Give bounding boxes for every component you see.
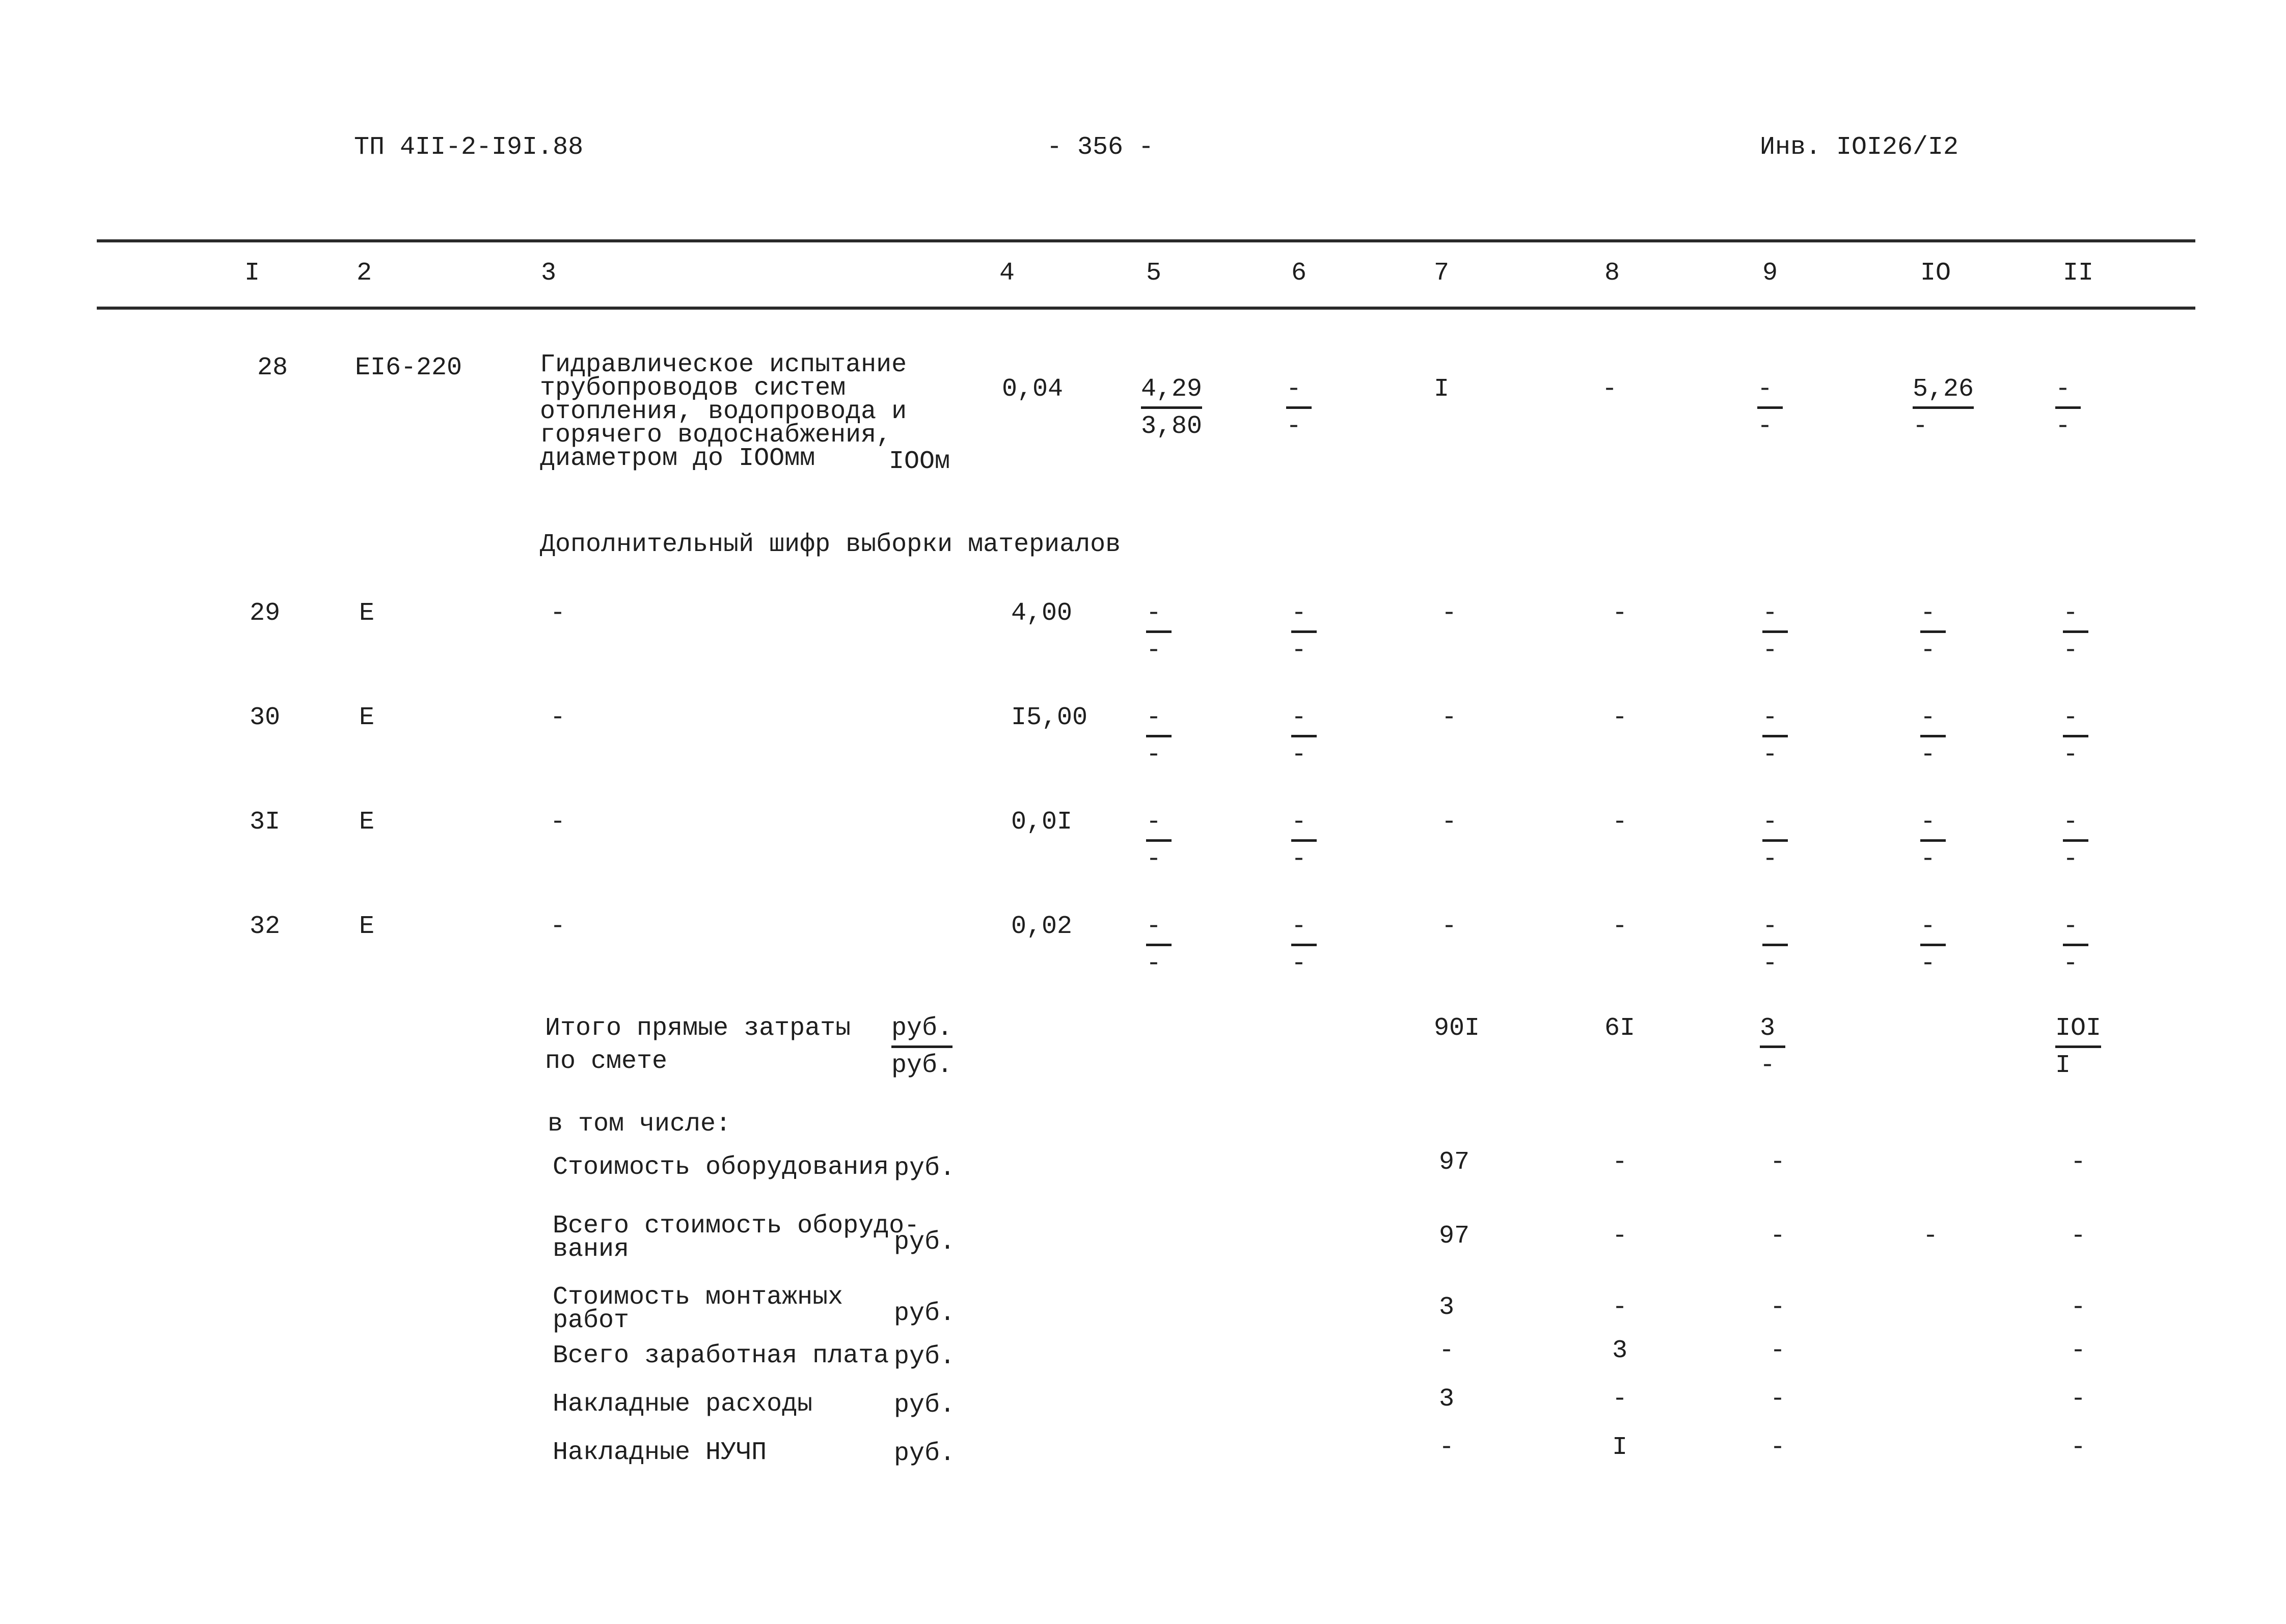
cell-6-fraction [1291,914,1317,977]
cell-6-fraction [1286,377,1312,439]
page-number: - 356 - [1047,133,1154,162]
cell-8: - [1602,375,1618,404]
description-line: Гидравлическое испытание [540,350,907,379]
summary-cell-8: - [1612,1385,1628,1414]
summary-cell-9: - [1770,1433,1786,1462]
fraction-denominator: - [1920,740,1936,769]
column-header-7: 7 [1434,259,1450,288]
fraction-denominator: - [1920,636,1936,665]
summary-label [553,1390,813,1419]
cell-5-fraction [1146,705,1172,768]
totals-cell-9-fraction [1760,1016,1785,1079]
fraction-denominator: - [2063,845,2079,874]
row-number: 30 [250,703,281,732]
fraction-numerator: 4,29 [1141,377,1202,409]
section-heading: Дополнительный шифр выборки материалов [540,530,1121,559]
cell-6-fraction [1291,601,1317,664]
fraction-numerator: - [1762,810,1788,842]
cell-10-fraction [1920,914,1946,977]
cell-8: - [1612,599,1628,628]
fraction-denominator: - [2063,740,2079,769]
fraction-denominator: руб. [891,1051,953,1080]
fraction-denominator: - [1291,636,1307,665]
row-description: - [550,599,566,628]
row-number: 3I [250,808,281,837]
column-header-11: II [2063,259,2094,288]
table-header-rule [97,307,2195,310]
description-line: диаметром до IOOмм [540,444,815,473]
fraction-numerator: - [1762,914,1788,946]
summary-label [553,1283,843,1335]
fraction-numerator: 5,26 [1913,377,1974,409]
summary-cell-8: - [1612,1293,1628,1322]
fraction-denominator: I [2055,1051,2071,1080]
summary-cell-7: - [1439,1433,1455,1462]
cell-7: I [1434,375,1450,404]
fraction-numerator: - [1146,705,1172,737]
cell-6-fraction [1291,705,1317,768]
summary-cell-11: - [2071,1222,2086,1251]
summary-cell-10: - [1923,1222,1939,1251]
row-unit: IOOм [889,447,950,476]
summary-unit: руб. [894,1228,956,1257]
cell-6-fraction [1291,810,1317,872]
summary-cell-11: - [2071,1433,2086,1462]
summary-cell-9: - [1770,1222,1786,1251]
fraction-numerator: - [1920,914,1946,946]
row-code: E [359,703,375,732]
row-description [540,350,907,473]
fraction-denominator: - [1762,845,1778,874]
fraction-numerator: - [1291,810,1317,842]
fraction-denominator: - [1146,636,1162,665]
fraction-denominator: - [1760,1051,1776,1080]
fraction-denominator: - [1291,845,1307,874]
summary-cell-11: - [2071,1293,2086,1322]
column-header-9: 9 [1762,259,1778,288]
fraction-denominator: - [2063,949,2079,978]
fraction-numerator: - [2063,810,2088,842]
summary-label-line: Всего заработная плата [553,1341,889,1370]
fraction-denominator: - [1146,845,1162,874]
cell-5-fraction [1146,914,1172,977]
fraction-numerator: 3 [1760,1016,1785,1048]
summary-cell-11: - [2071,1148,2086,1177]
fraction-numerator: - [1762,601,1788,633]
fraction-numerator: - [2063,601,2088,633]
cell-10-fraction [1920,705,1946,768]
row-quantity: 0,0I [1011,808,1073,837]
fraction-denominator: - [1291,740,1307,769]
cell-8: - [1612,703,1628,732]
cell-11-fraction [2055,377,2081,439]
totals-label-line1: Итого прямые затраты [545,1014,851,1043]
cell-7: - [1441,912,1457,941]
column-header-1: I [244,259,260,288]
fraction-numerator: - [1146,914,1172,946]
including-label: в том числе: [548,1110,731,1139]
cell-9-fraction [1757,377,1783,439]
fraction-numerator: - [1146,601,1172,633]
row-quantity: 0,04 [1002,375,1064,404]
fraction-denominator: - [1762,740,1778,769]
cell-7: - [1441,599,1457,628]
totals-unit-fraction [891,1016,953,1079]
row-code: E [359,912,375,941]
summary-label [553,1212,920,1264]
summary-cell-7: 97 [1439,1148,1470,1177]
cell-11-fraction [2063,914,2088,977]
row-quantity: 0,02 [1011,912,1073,941]
cell-11-fraction [2063,705,2088,768]
fraction-numerator: - [1920,601,1946,633]
summary-label-line: Всего стоимость оборудо- [553,1212,920,1241]
fraction-denominator: - [1913,412,1928,441]
totals-cell-11-fraction [2055,1016,2101,1079]
fraction-numerator: - [2063,914,2088,946]
fraction-denominator: - [2063,636,2079,665]
cell-11-fraction [2063,810,2088,872]
summary-cell-8: 3 [1612,1336,1628,1365]
cell-11-fraction [2063,601,2088,664]
fraction-denominator: - [1762,949,1778,978]
summary-cell-9: - [1770,1336,1786,1365]
summary-unit: руб. [894,1439,956,1468]
row-quantity: I5,00 [1011,703,1088,732]
column-header-2: 2 [357,259,372,288]
totals-cell-7: 90I [1434,1014,1480,1043]
summary-cell-8: I [1612,1433,1628,1462]
cell-5-fraction [1146,810,1172,872]
fraction-denominator: - [1146,740,1162,769]
row-code: E [359,599,375,628]
cell-8: - [1612,808,1628,837]
fraction-numerator: - [1920,705,1946,737]
fraction-denominator: - [2055,412,2071,441]
description-line: трубопроводов систем [540,374,846,403]
totals-cell-8: 6I [1604,1014,1636,1043]
fraction-numerator: - [1291,914,1317,946]
summary-label [553,1153,889,1182]
column-header-6: 6 [1291,259,1307,288]
description-line: горячего водоснабжения, [540,421,892,450]
cell-5-fraction [1141,377,1202,439]
summary-cell-7: - [1439,1336,1455,1365]
summary-unit: руб. [894,1154,956,1183]
summary-label-line: Стоимость монтажных [553,1283,843,1312]
cell-10-fraction [1920,810,1946,872]
column-header-3: 3 [541,259,557,288]
column-header-5: 5 [1146,259,1162,288]
fraction-numerator: - [1286,377,1312,409]
summary-cell-9: - [1770,1385,1786,1414]
row-number: 28 [257,353,288,382]
fraction-denominator: 3,80 [1141,412,1203,441]
fraction-denominator: - [1920,949,1936,978]
doc-code: ТП 4II-2-I9I.88 [354,133,584,162]
cell-7: - [1441,808,1457,837]
fraction-numerator: - [1920,810,1946,842]
fraction-numerator: - [2055,377,2081,409]
cell-9-fraction [1762,601,1788,664]
cell-10-fraction [1913,377,1974,439]
fraction-numerator: - [1757,377,1783,409]
summary-label-line: вания [553,1235,630,1264]
fraction-numerator: - [1762,705,1788,737]
summary-label-line: Стоимость оборудования [553,1153,889,1182]
fraction-numerator: руб. [891,1016,953,1048]
summary-cell-9: - [1770,1148,1786,1177]
summary-unit: руб. [894,1342,956,1371]
cell-7: - [1441,703,1457,732]
row-quantity: 4,00 [1011,599,1073,628]
row-description: - [550,703,566,732]
fraction-denominator: - [1762,636,1778,665]
summary-cell-8: - [1612,1148,1628,1177]
row-number: 32 [250,912,281,941]
column-header-8: 8 [1604,259,1620,288]
fraction-denominator: - [1757,412,1773,441]
inventory-number: Инв. IOI26/I2 [1760,133,1959,162]
summary-label-line: Накладные расходы [553,1390,813,1419]
row-number: 29 [250,599,281,628]
summary-cell-8: - [1612,1222,1628,1251]
row-description: - [550,808,566,837]
cell-8: - [1612,912,1628,941]
fraction-denominator: - [1291,949,1307,978]
summary-label [553,1438,767,1467]
summary-label-line: Накладные НУЧП [553,1438,767,1467]
summary-cell-11: - [2071,1385,2086,1414]
cell-9-fraction [1762,914,1788,977]
summary-cell-7: 3 [1439,1293,1455,1322]
fraction-numerator: - [1146,810,1172,842]
fraction-denominator: - [1920,845,1936,874]
summary-cell-9: - [1770,1293,1786,1322]
cell-9-fraction [1762,705,1788,768]
column-header-10: IO [1920,259,1951,288]
fraction-numerator: - [1291,601,1317,633]
summary-label-line: работ [553,1306,630,1335]
fraction-numerator: IOI [2055,1016,2101,1048]
summary-unit: руб. [894,1391,956,1420]
fraction-denominator: - [1286,412,1302,441]
fraction-denominator: - [1146,949,1162,978]
summary-unit: руб. [894,1299,956,1328]
summary-label [553,1341,889,1370]
row-code: EI6-220 [355,353,462,382]
summary-cell-7: 97 [1439,1222,1470,1251]
cell-9-fraction [1762,810,1788,872]
summary-cell-7: 3 [1439,1385,1455,1414]
summary-cell-11: - [2071,1336,2086,1365]
column-header-4: 4 [999,259,1015,288]
fraction-numerator: - [2063,705,2088,737]
row-description: - [550,912,566,941]
totals-label-line2: по смете [545,1047,668,1076]
table-top-rule [97,239,2195,242]
fraction-numerator: - [1291,705,1317,737]
cell-5-fraction [1146,601,1172,664]
cell-10-fraction [1920,601,1946,664]
row-code: E [359,808,375,837]
description-line: отопления, водопровода и [540,397,907,426]
